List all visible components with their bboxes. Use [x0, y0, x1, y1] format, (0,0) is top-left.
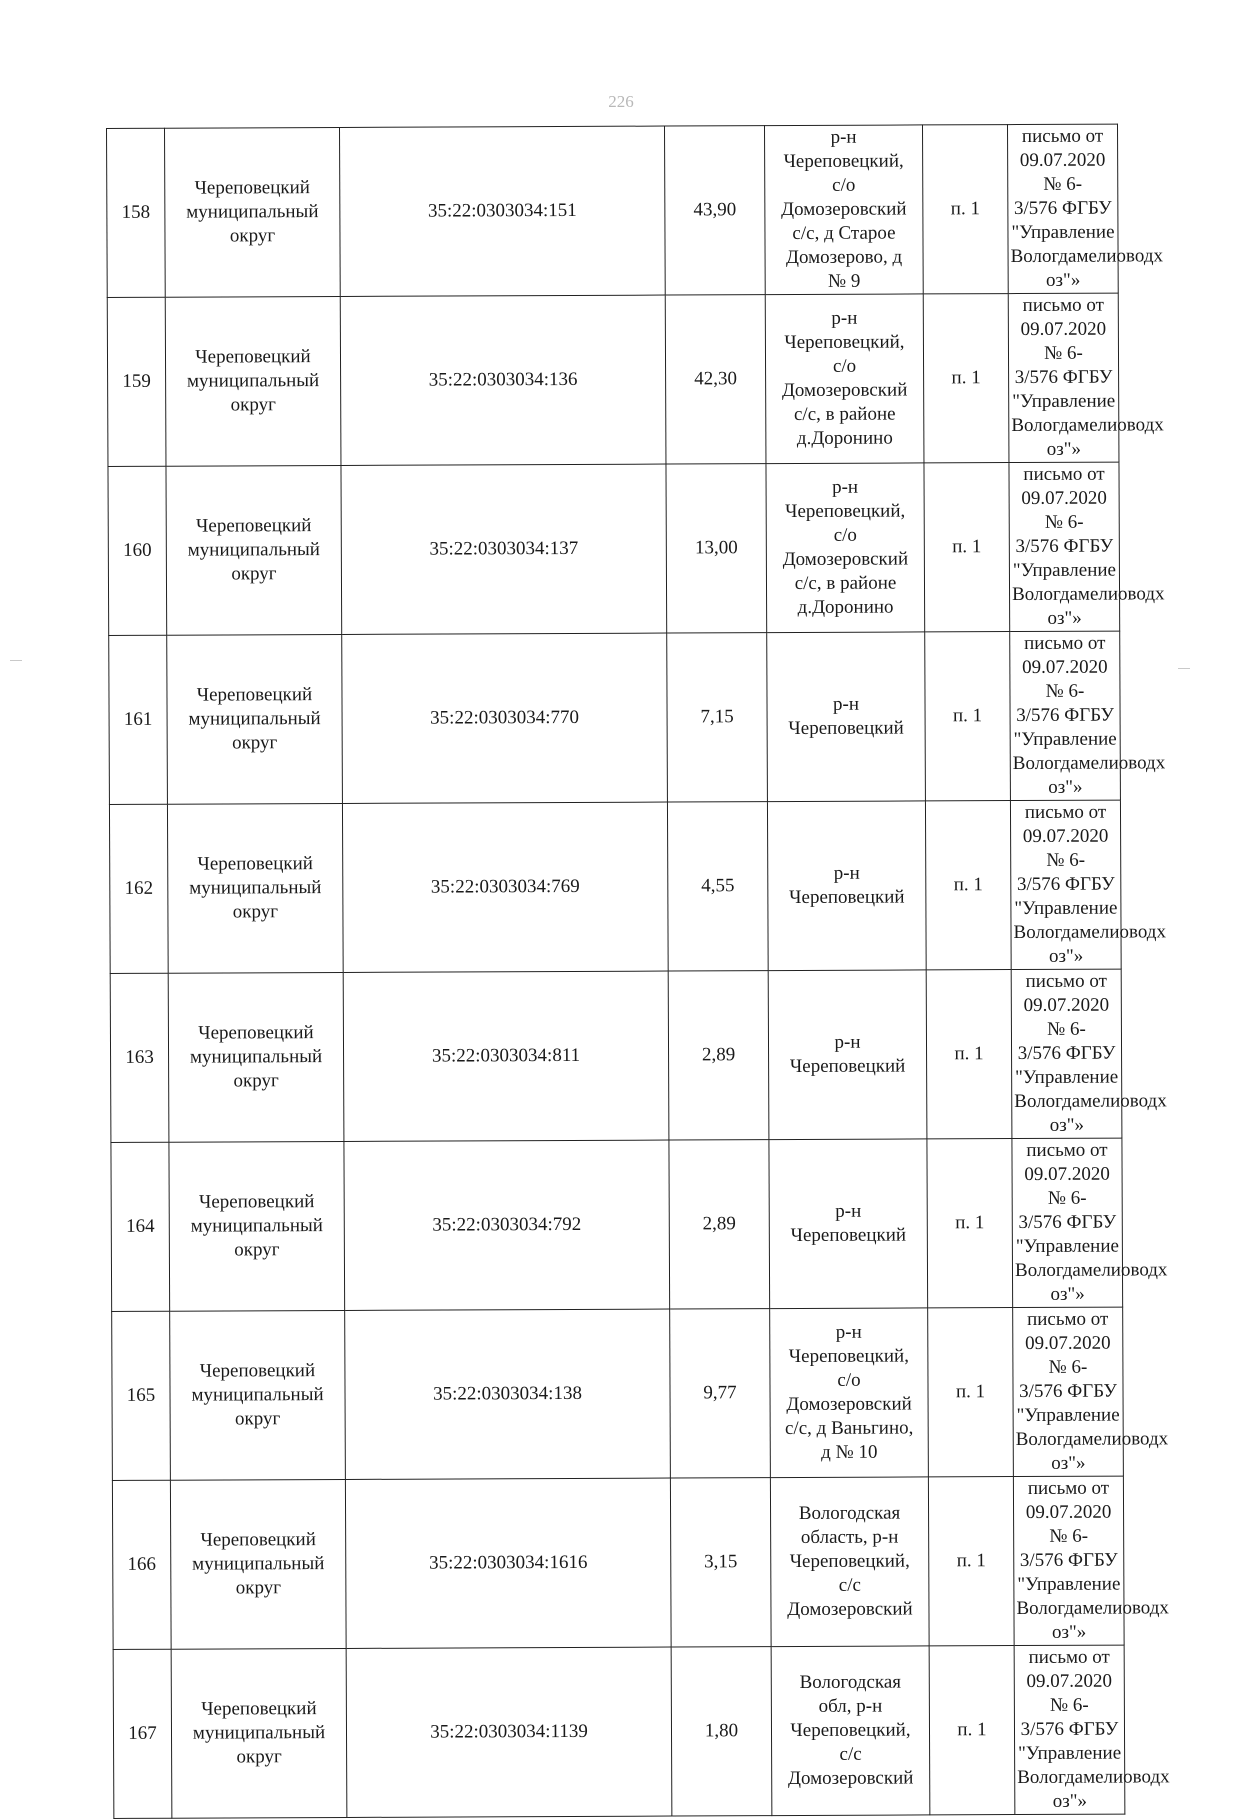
point-cell: п. 1 — [926, 970, 1012, 1139]
document-cell: письмо от 09.07.2020 № 6- 3/576 ФГБУ "Управление Вологдамелиоводх оз"» — [1014, 1645, 1125, 1814]
cadastral-number-cell: 35:22:0303034:1139 — [346, 1647, 672, 1817]
municipality-cell: Череповецкий муниципальный округ — [170, 1310, 346, 1480]
location-cell: р-н Череповецкий, с/о Домозеровский с/с, в районе д.Доронино — [766, 463, 925, 633]
scan-mark — [10, 660, 22, 661]
row-number: 158 — [107, 128, 166, 297]
point-cell: п. 1 — [927, 1139, 1013, 1308]
point-cell: п. 1 — [925, 632, 1011, 801]
table-row — [109, 631, 1121, 804]
document-cell: письмо от 09.07.2020 № 6- 3/576 ФГБУ "Управление Вологдамелиоводх оз"» — [1012, 1138, 1123, 1307]
location-cell: Вологодская область, р-н Череповецкий, с/с Домозеровский — [770, 1477, 929, 1647]
table-row — [111, 1138, 1123, 1311]
document-cell: письмо от 09.07.2020 № 6- 3/576 ФГБУ "Управление Вологдамелиоводх оз"» — [1010, 631, 1121, 800]
table-row — [107, 293, 1119, 466]
row-number: 163 — [110, 973, 169, 1142]
row-number: 160 — [108, 466, 167, 635]
document-cell: письмо от 09.07.2020 № 6- 3/576 ФГБУ "Управление Вологдамелиоводх оз"» — [1009, 462, 1120, 631]
point-cell: п. 1 — [924, 463, 1010, 632]
municipality-cell: Череповецкий муниципальный округ — [165, 296, 341, 466]
row-number: 167 — [113, 1649, 172, 1818]
point-cell: п. 1 — [925, 801, 1011, 970]
municipality-cell: Череповецкий муниципальный округ — [166, 465, 342, 635]
cadastral-number-cell: 35:22:0303034:151 — [339, 126, 665, 296]
point-cell: п. 1 — [929, 1646, 1015, 1815]
row-number: 165 — [112, 1311, 171, 1480]
cadastral-number-cell: 35:22:0303034:769 — [342, 802, 668, 972]
cadastral-number-cell: 35:22:0303034:792 — [344, 1140, 670, 1310]
document-cell: письмо от 09.07.2020 № 6- 3/576 ФГБУ "Управление Вологдамелиоводх оз"» — [1013, 1476, 1124, 1645]
document-cell: письмо от 09.07.2020 № 6- 3/576 ФГБУ "Управление Вологдамелиоводх оз"» — [1007, 124, 1118, 293]
municipality-cell: Череповецкий муниципальный округ — [171, 1648, 347, 1818]
area-cell: 7,15 — [667, 633, 768, 802]
row-number: 162 — [109, 804, 168, 973]
row-number: 161 — [109, 635, 168, 804]
table-row — [112, 1307, 1124, 1480]
table-row — [113, 1645, 1125, 1818]
area-cell: 13,00 — [666, 464, 767, 633]
document-cell: письмо от 09.07.2020 № 6- 3/576 ФГБУ "Управление Вологдамелиоводх оз"» — [1013, 1307, 1124, 1476]
municipality-cell: Череповецкий муниципальный округ — [169, 1141, 345, 1311]
location-cell: р-н Череповецкий, с/о Домозеровский с/с, в районе д.Доронино — [765, 294, 924, 464]
table-row — [109, 800, 1121, 973]
point-cell: п. 1 — [922, 125, 1008, 294]
document-cell: письмо от 09.07.2020 № 6- 3/576 ФГБУ "Управление Вологдамелиоводх оз"» — [1010, 800, 1121, 969]
area-cell: 2,89 — [668, 971, 769, 1140]
area-cell: 42,30 — [665, 295, 766, 464]
cadastral-number-cell: 35:22:0303034:138 — [345, 1309, 671, 1479]
row-number: 166 — [112, 1480, 171, 1649]
table-row — [110, 969, 1122, 1142]
point-cell: п. 1 — [923, 294, 1009, 463]
point-cell: п. 1 — [928, 1308, 1014, 1477]
cadastral-number-cell: 35:22:0303034:770 — [342, 633, 668, 803]
cadastral-number-cell: 35:22:0303034:137 — [341, 464, 667, 634]
location-cell: Вологодская обл, р-н Череповецкий, с/с Домозеровский — [771, 1646, 930, 1816]
table-row — [107, 124, 1119, 297]
municipality-cell: Череповецкий муниципальный округ — [167, 803, 343, 973]
table-row — [108, 462, 1120, 635]
area-cell: 2,89 — [669, 1140, 770, 1309]
document-cell: письмо от 09.07.2020 № 6- 3/576 ФГБУ "Управление Вологдамелиоводх оз"» — [1008, 293, 1119, 462]
municipality-cell: Череповецкий муниципальный округ — [168, 972, 344, 1142]
scan-mark — [1178, 668, 1190, 669]
area-cell: 9,77 — [670, 1309, 771, 1478]
location-cell: р-н Череповецкий — [769, 1139, 928, 1309]
municipality-cell: Череповецкий муниципальный округ — [170, 1479, 346, 1649]
table-row — [112, 1476, 1124, 1649]
location-cell: р-н Череповецкий — [767, 632, 926, 802]
area-cell: 3,15 — [670, 1478, 771, 1647]
cadastral-number-cell: 35:22:0303034:136 — [340, 295, 666, 465]
area-cell: 4,55 — [667, 802, 768, 971]
area-cell: 43,90 — [664, 126, 765, 295]
cadastral-number-cell: 35:22:0303034:1616 — [345, 1478, 671, 1648]
municipality-cell: Череповецкий муниципальный округ — [165, 127, 341, 297]
area-cell: 1,80 — [671, 1647, 772, 1816]
land-plots-table — [106, 124, 1170, 1819]
page-number: 226 — [608, 92, 634, 111]
location-cell: р-н Череповецкий, с/о Домозеровский с/с, д Ваньгино, д № 10 — [770, 1308, 929, 1478]
land-plots-table-wrapper — [106, 124, 1170, 1819]
municipality-cell: Череповецкий муниципальный округ — [167, 634, 343, 804]
location-cell: р-н Череповецкий — [768, 970, 927, 1140]
row-number: 159 — [107, 297, 166, 466]
location-cell: р-н Череповецкий, с/о Домозеровский с/с, д Старое Домозерово, д № 9 — [764, 125, 923, 295]
location-cell: р-н Череповецкий — [767, 801, 926, 971]
cadastral-number-cell: 35:22:0303034:811 — [343, 971, 669, 1141]
row-number: 164 — [111, 1142, 170, 1311]
point-cell: п. 1 — [928, 1477, 1014, 1646]
document-cell: письмо от 09.07.2020 № 6- 3/576 ФГБУ "Управление Вологдамелиоводх оз"» — [1011, 969, 1122, 1138]
